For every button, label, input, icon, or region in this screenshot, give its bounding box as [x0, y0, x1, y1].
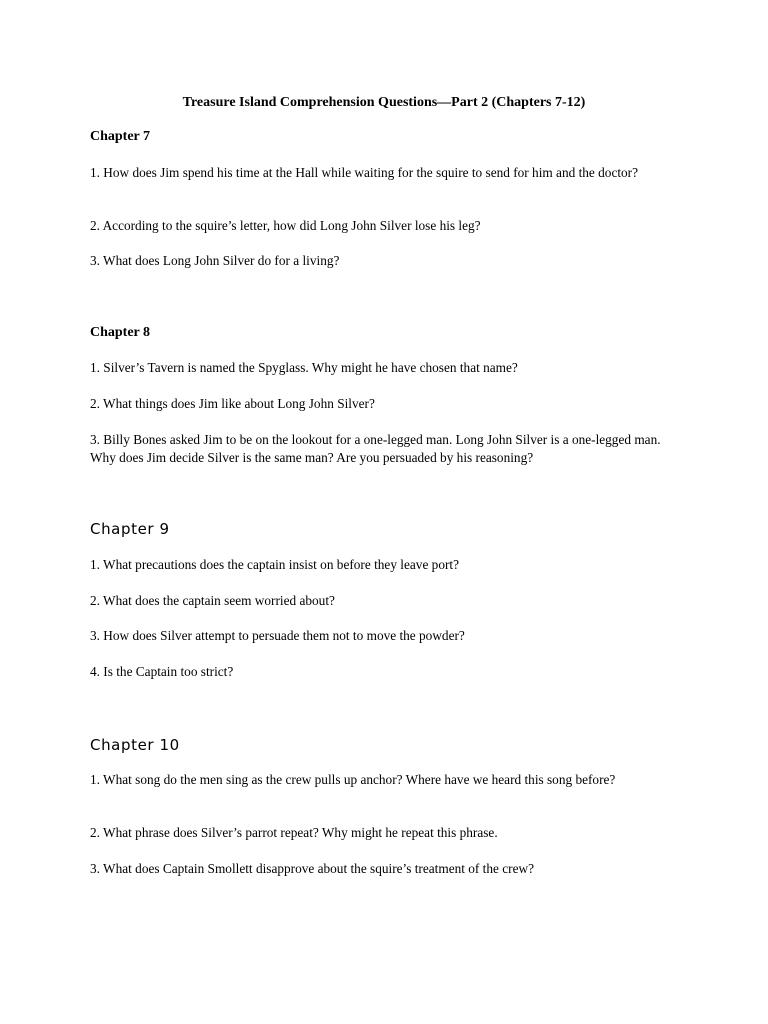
document-title: Treasure Island Comprehension Questions—Part 2 (Chapters 7-12) — [182, 95, 586, 110]
chapter-9-question-3: 3. How does Silver attempt to persuade them not to move the powder? — [90, 628, 465, 643]
chapter-10-question-2: 2. What phrase does Silver’s parrot repeat? Why might he repeat this phrase. — [90, 825, 498, 840]
chapter-10-question-1: 1. What song do the men sing as the crew pulls up anchor? Where have we heard this song before? — [90, 772, 616, 787]
chapter-8-question-3: 3. Billy Bones asked Jim to be on the lookout for a one-legged man. Long John Silver is a one-legged man. Why does Jim decide Silver is the same man? Are you persuaded by his reasoning? — [90, 432, 661, 465]
chapter-10-question-3: 3. What does Captain Smollett disapprove about the squire’s treatment of the crew? — [90, 861, 534, 876]
chapter-7-heading: Chapter 7 — [90, 129, 151, 144]
chapter-7-question-1: 1. How does Jim spend his time at the Hall while waiting for the squire to send for him and the doctor? — [90, 165, 639, 180]
chapter-7-question-2: 2. According to the squire’s letter, how did Long John Silver lose his leg? — [90, 218, 481, 233]
chapter-8-heading: Chapter 8 — [90, 325, 151, 340]
chapter-9-heading: Chapter 9 — [90, 520, 170, 538]
chapter-9-question-2: 2. What does the captain seem worried about? — [90, 593, 335, 608]
chapter-8-question-1: 1. Silver’s Tavern is named the Spyglass. Why might he have chosen that name? — [90, 360, 518, 375]
chapter-10-heading: Chapter 10 — [90, 736, 180, 754]
chapter-9-question-1: 1. What precautions does the captain insist on before they leave port? — [90, 557, 459, 572]
chapter-7-question-3: 3. What does Long John Silver do for a living? — [90, 253, 340, 268]
chapter-9-question-4: 4. Is the Captain too strict? — [90, 664, 234, 679]
chapter-8-question-2: 2. What things does Jim like about Long John Silver? — [90, 396, 375, 411]
